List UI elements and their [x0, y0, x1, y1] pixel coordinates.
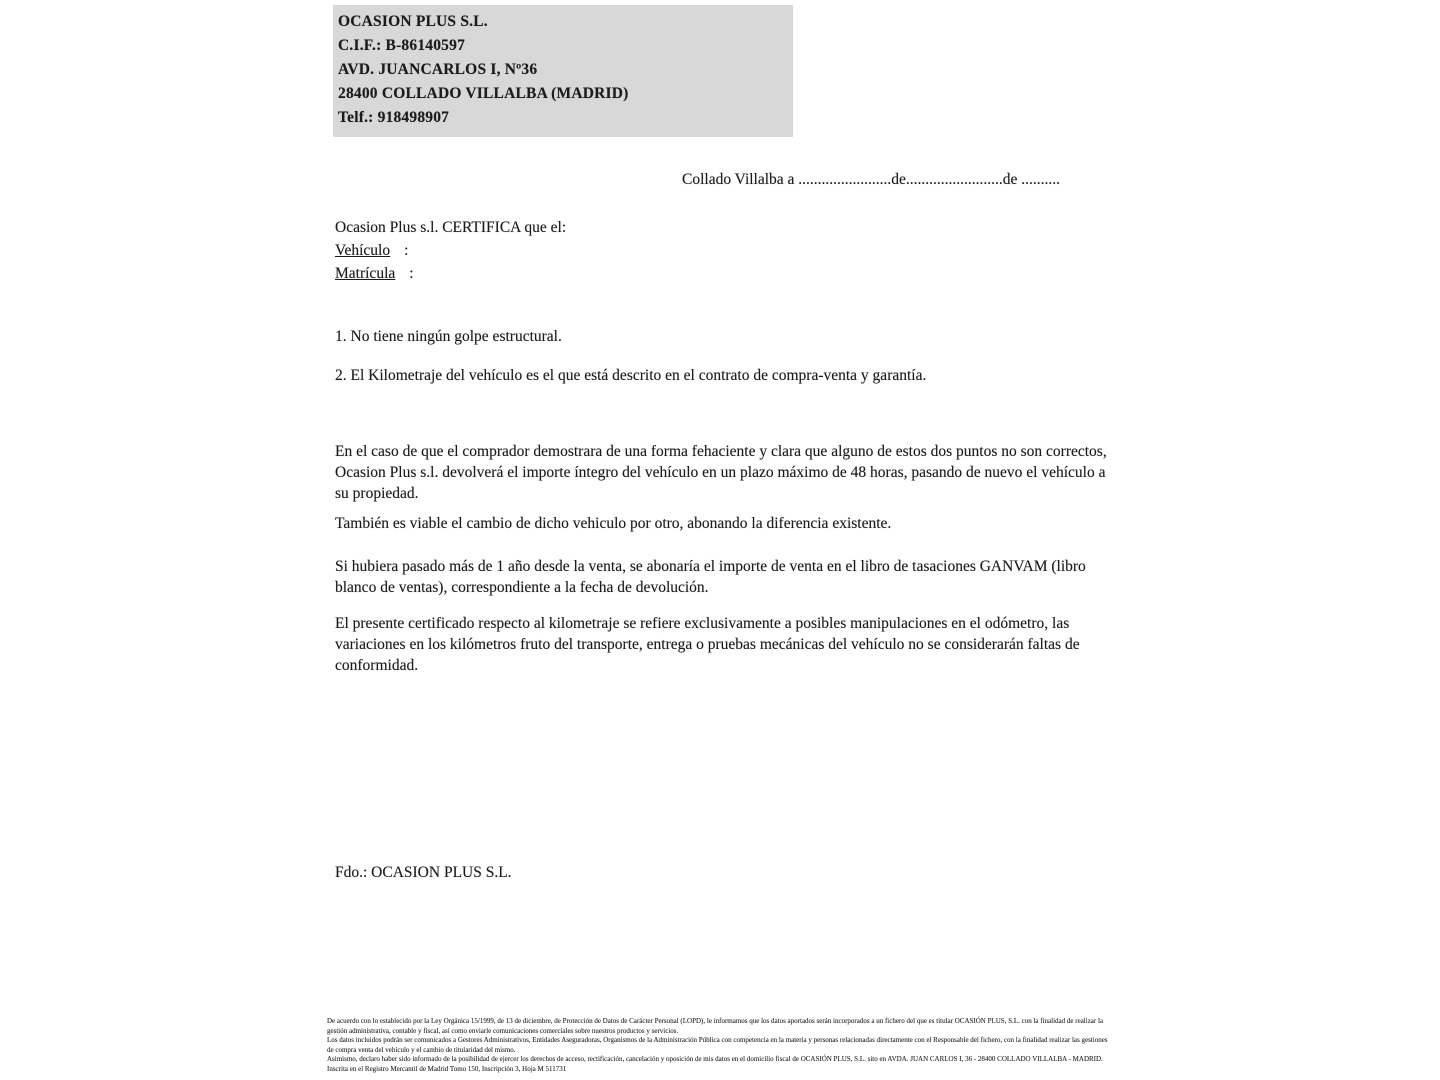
vehicle-field-line [335, 240, 408, 261]
legal-paragraph-lopd: De acuerdo con lo establecido por la Ley Orgánica 15/1999, de 13 de diciembre, de Protección de Datos de Carácter Personal (LOPD), le informamos que los datos aportados serán incorporados a un fichero del que es titular OCASIÓN PLUS, S.L. con la finalidad de realizar la gestión administrativa, contable y fiscal, así como enviarle comunicaciones comerciales sobre nuestros productos y servicios. [327, 1017, 1104, 1035]
company-address: AVD. JUANCARLOS I, Nº36 [338, 61, 538, 78]
legal-footer [327, 1017, 1109, 1074]
vehicle-label: Vehículo [335, 242, 391, 259]
company-phone: Telf.: 918498907 [338, 109, 450, 126]
legal-paragraph-data-sharing: Los datos incluidos podrán ser comunicados a Gestores Administrativos, Entidades Aseguradoras, Organismos de la Administración Pública con competencia en la materia y personas relacionadas directamente con el Responsable del fichero, con la finalidad realizar las gestiones de compra venta del vehículo y el cambio de titularidad del mismo. [327, 1036, 1108, 1054]
paragraph-refund-terms: En el caso de que el comprador demostrara de una forma fehaciente y clara que alguno de estos dos puntos no son correctos, Ocasion Plus s.l. devolverá el importe íntegro del vehículo en un plazo máximo de 48 horas, pasando de nuevo el vehículo a su propiedad. [335, 443, 1107, 502]
paragraph-ganvam-valuation: Si hubiera pasado más de 1 año desde la venta, se abonaría el importe de venta en el libro de tasaciones GANVAM (libro blanco de ventas), correspondiente a la fecha de devolución. [335, 558, 1086, 596]
certificate-point-2: 2. El Kilometraje del vehículo es el que está descrito en el contrato de compra-venta y garantía. [335, 367, 927, 384]
signature-line: Fdo.: OCASION PLUS S.L. [335, 864, 512, 881]
paragraph-exchange-option: También es viable el cambio de dicho vehiculo por otro, abonando la diferencia existente. [335, 515, 892, 532]
certificate-point-1: 1. No tiene ningún golpe estructural. [335, 328, 562, 345]
company-name: OCASION PLUS S.L. [338, 13, 488, 30]
certify-line: Ocasion Plus s.l. CERTIFICA que el: [335, 219, 567, 236]
plate-field-line [335, 263, 414, 284]
date-line: Collado Villalba a ........................de.........................de .......... [682, 171, 1061, 188]
plate-label: Matrícula [335, 265, 396, 282]
company-city: 28400 COLLADO VILLALBA (MADRID) [338, 85, 629, 102]
legal-paragraph-rights: Asimismo, declaro haber sido informado de la posibilidad de ejercer los derechos de acceso, rectificación, cancelación y oposición de mis datos en el domicilio fiscal de OCASIÓN PLUS, S.L. sito en AVDA. JUAN CARLOS I, 36 - 28400 COLLADO VILLALBA - MADRID. Inscrita en el Registro Mercantil de Madrid Tomo 150, Inscripción 3, Hoja M 511731 [327, 1055, 1103, 1073]
company-cif: C.I.F.: B-86140597 [338, 37, 466, 54]
paragraph-odometer-disclaimer: El presente certificado respecto al kilometraje se refiere exclusivamente a posibles manipulaciones en el odómetro, las variaciones en los kilómetros fruto del transporte, entrega o pruebas mecánicas del vehículo no se considerarán faltas de conformidad. [335, 615, 1080, 674]
company-header-block [333, 5, 793, 137]
vehicle-colon: : [404, 242, 409, 259]
plate-colon: : [409, 265, 414, 282]
